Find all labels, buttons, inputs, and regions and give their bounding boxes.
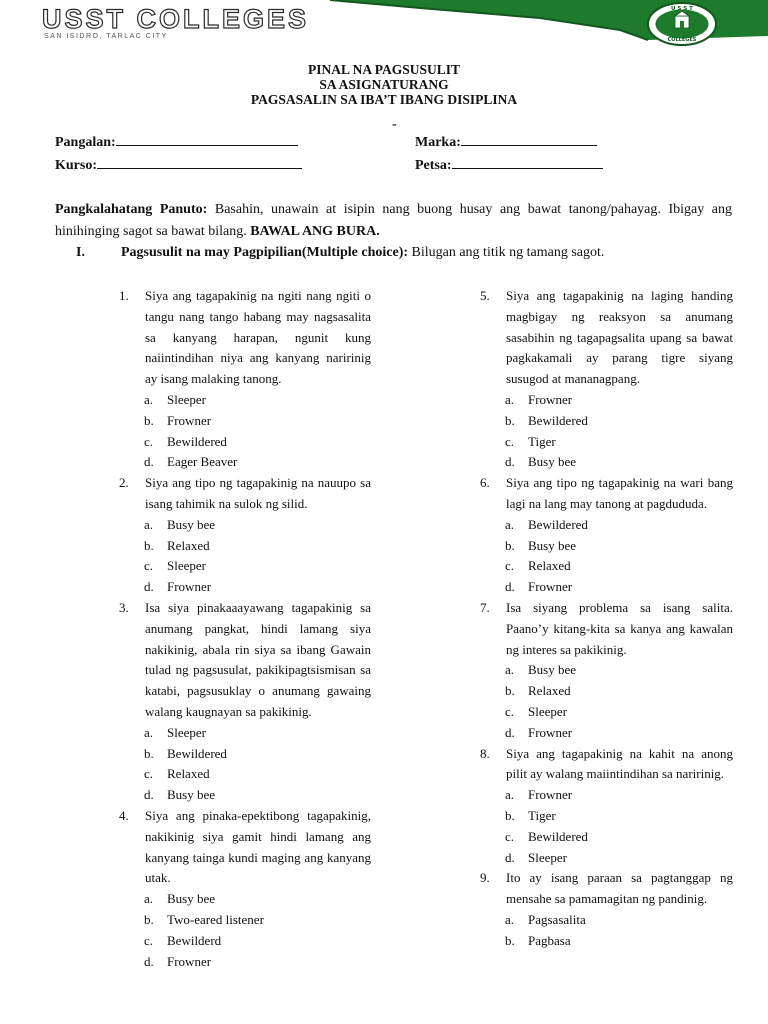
choice-letter: b.: [144, 745, 154, 761]
answer-choice[interactable]: [119, 952, 371, 973]
question-item: [480, 868, 733, 910]
answer-choice[interactable]: [480, 806, 733, 827]
choice-letter: c.: [505, 558, 515, 574]
petsa-blank[interactable]: [452, 154, 603, 169]
question-item: [480, 598, 733, 660]
answer-choice[interactable]: [119, 452, 371, 473]
choice-letter: c.: [505, 433, 515, 449]
question-number: 1.: [119, 288, 129, 303]
question-number: 8.: [480, 745, 490, 761]
section-instruction: Bilugan ang titik ng tamang sagot.: [408, 245, 605, 260]
question-item: [119, 286, 371, 390]
choice-text: Busy bee: [167, 787, 216, 803]
title-line-2: SA ASIGNATURANG: [319, 77, 449, 92]
choice-text: Sleeper: [167, 391, 206, 407]
answer-choice[interactable]: [480, 411, 733, 432]
choice-letter: b.: [144, 537, 154, 553]
choice-letter: b.: [505, 932, 515, 948]
choice-text: Pagsasalita: [528, 911, 586, 927]
stray-dash: -: [392, 117, 397, 132]
answer-choice[interactable]: [480, 702, 733, 723]
choice-text: Two-eared listener: [167, 911, 264, 927]
question-text: Isa siyang problema sa isang salita. Paano’y kitang-kita sa kanya ang kawalan ng interes sa pakikinig.: [506, 599, 733, 657]
answer-choice[interactable]: [480, 452, 733, 473]
general-instructions: [55, 199, 732, 243]
choice-text: Frowner: [528, 579, 573, 595]
choice-letter: d.: [144, 579, 154, 595]
answer-choice[interactable]: [480, 577, 733, 598]
question-text: Siya ang tipo ng tagapakinig na wari bang lagi na lang may tanong at pagdududa.: [506, 475, 733, 511]
question-number: 9.: [480, 870, 490, 886]
question-text: Isa siya pinakaaayawang tagapakinig sa anumang pangkat, hindi lamang siya nakikinig, abala rin siya sa ibang Gawain tulad ng pagsusulat, pakikipagtsismisan sa katabi, pagsusuklay o anumang gawaing walang kaugnayan sa pakikinig.: [145, 599, 371, 719]
choice-letter: b.: [505, 807, 515, 823]
question-text: Siya ang tagapakinig na kahit na anong pilit ay walang maiintindihan sa naririnig.: [506, 745, 733, 782]
choice-text: Frowner: [167, 579, 212, 595]
answer-choice[interactable]: [480, 785, 733, 806]
answer-choice[interactable]: [119, 536, 371, 557]
choice-letter: c.: [144, 433, 154, 449]
question-number: 3.: [119, 599, 129, 615]
choice-letter: c.: [144, 766, 154, 782]
choice-letter: d.: [505, 579, 515, 595]
choice-text: Bewildered: [528, 412, 588, 428]
pangalan-label: Pangalan:: [55, 135, 116, 150]
choice-letter: a.: [144, 891, 154, 907]
petsa-label: Petsa:: [415, 158, 452, 173]
question-number: 6.: [480, 475, 490, 491]
answer-choice[interactable]: [119, 577, 371, 598]
choice-letter: a.: [144, 391, 154, 407]
title-line-1: PINAL NA PAGSUSULIT: [307, 62, 461, 77]
pangalan-field: [55, 131, 298, 151]
right-question-column: [480, 286, 733, 952]
marka-field: [415, 131, 597, 151]
choice-letter: b.: [505, 537, 515, 553]
choice-letter: a.: [505, 516, 515, 532]
choice-letter: d.: [505, 454, 515, 470]
choice-letter: b.: [144, 911, 154, 927]
answer-choice[interactable]: [480, 536, 733, 557]
question-number: 4.: [119, 807, 129, 823]
question-number: 2.: [119, 475, 129, 491]
question-item: [480, 473, 733, 515]
choice-text: Busy bee: [167, 516, 216, 532]
choice-text: Tiger: [528, 807, 556, 823]
choice-text: Bewilderd: [167, 932, 222, 948]
svg-text:U S S T: U S S T: [671, 6, 693, 12]
section-number: I.: [76, 245, 85, 260]
choice-text: Sleeper: [528, 703, 567, 719]
panuto-warning: BAWAL ANG BURA.: [250, 224, 380, 239]
choice-letter: d.: [144, 454, 154, 470]
college-seal-logo: [646, 2, 718, 46]
choice-text: Bewildered: [528, 828, 588, 844]
choice-letter: a.: [505, 391, 515, 407]
school-address: SAN ISIDRO, TARLAC CITY: [44, 33, 168, 40]
choice-text: Bewildered: [528, 516, 588, 532]
question-item: [119, 806, 371, 889]
choice-letter: b.: [144, 412, 154, 428]
choice-text: Frowner: [528, 724, 573, 740]
choice-letter: a.: [505, 911, 515, 927]
section-label: Pagsusulit na may Pagpipilian(Multiple choice):: [121, 245, 409, 260]
question-text: Siya ang pinaka-epektibong tagapakinig, nakikinig siya gamit hindi lamang ang kanyang tainga kundi maging ang kanyang utak.: [145, 807, 371, 886]
question-text: Ito ay isang paraan sa pagtanggap ng mensahe sa pamamagitan ng pandinig.: [506, 870, 733, 907]
question-number: 7.: [480, 599, 490, 615]
pangalan-blank[interactable]: [116, 131, 298, 146]
choice-text: Busy bee: [528, 662, 577, 678]
panuto-text: Basahin, unawain at isipin nang buong husay ang bawat tanong/pahayag. Ibigay ang hinihinging sagot sa bawat bilang.: [55, 202, 733, 239]
choice-text: Relaxed: [528, 558, 571, 574]
choice-letter: c.: [144, 558, 154, 574]
choice-text: Frowner: [528, 391, 573, 407]
choice-letter: a.: [144, 516, 154, 532]
answer-choice[interactable]: [119, 723, 371, 744]
choice-text: Sleeper: [528, 849, 567, 865]
choice-text: Tiger: [528, 433, 556, 449]
choice-letter: b.: [505, 412, 515, 428]
choice-letter: d.: [144, 787, 154, 803]
choice-letter: a.: [144, 724, 154, 740]
question-text: Siya ang tipo ng tagapakinig na nauupo sa isang tahimik na sulok ng silid.: [145, 475, 371, 511]
answer-choice[interactable]: [119, 931, 371, 952]
question-item: [480, 744, 733, 786]
kurso-label: Kurso:: [55, 158, 97, 173]
answer-choice[interactable]: [119, 764, 371, 785]
choice-text: Bewildered: [167, 433, 227, 449]
choice-letter: c.: [144, 932, 154, 948]
choice-letter: c.: [505, 703, 515, 719]
marka-blank[interactable]: [461, 131, 597, 146]
left-question-column: [119, 286, 371, 972]
answer-choice[interactable]: [480, 723, 733, 744]
kurso-blank[interactable]: [97, 154, 302, 169]
choice-text: Pagbasa: [528, 932, 571, 948]
choice-text: Frowner: [528, 787, 573, 803]
choice-letter: d.: [144, 953, 154, 969]
answer-choice[interactable]: [119, 515, 371, 536]
exam-title: [0, 62, 768, 107]
choice-text: Relaxed: [167, 766, 210, 782]
answer-choice[interactable]: [480, 432, 733, 453]
petsa-field: [415, 154, 603, 174]
choice-text: Relaxed: [528, 683, 571, 699]
answer-choice[interactable]: [119, 411, 371, 432]
choice-text: Busy bee: [528, 454, 577, 470]
answer-choice[interactable]: [480, 390, 733, 411]
question-item: [480, 286, 733, 390]
svg-text:COLLEGES: COLLEGES: [667, 37, 697, 43]
answer-choice[interactable]: [119, 910, 371, 931]
panuto-label: Pangkalahatang Panuto:: [55, 202, 208, 217]
choice-text: Relaxed: [167, 537, 210, 553]
choice-text: Sleeper: [167, 558, 206, 574]
answer-choice[interactable]: [119, 744, 371, 765]
question-text: Siya ang tagapakinig na laging handing magbigay ng reaksyon sa anumang sasabihin ng tagapagsalita upang sa bawat pagkakamali ay parang tigre siyang susugod at mananagpang.: [506, 288, 733, 387]
answer-choice[interactable]: [480, 681, 733, 702]
answer-choice[interactable]: [480, 556, 733, 577]
answer-choice[interactable]: [119, 390, 371, 411]
choice-letter: d.: [505, 849, 515, 865]
answer-choice[interactable]: [480, 931, 733, 952]
choice-text: Busy bee: [528, 537, 577, 553]
choice-letter: d.: [505, 724, 515, 740]
choice-text: Frowner: [167, 953, 212, 969]
choice-text: Eager Beaver: [167, 454, 238, 470]
choice-text: Busy bee: [167, 891, 216, 907]
choice-letter: a.: [505, 662, 515, 678]
question-item: [119, 598, 371, 723]
choice-text: Bewildered: [167, 745, 227, 761]
title-line-3: PAGSASALIN SA IBA’T IBANG DISIPLINA: [250, 92, 518, 107]
question-item: [119, 473, 371, 515]
answer-choice[interactable]: [119, 556, 371, 577]
answer-choice[interactable]: [480, 848, 733, 869]
marka-label: Marka:: [415, 135, 461, 150]
answer-choice[interactable]: [480, 827, 733, 848]
answer-choice[interactable]: [119, 785, 371, 806]
choice-text: Sleeper: [167, 724, 206, 740]
question-text: Siya ang tagapakinig na ngiti nang ngiti o tangu nang tango habang may nagsasalita sa kanyang harapan, ngunit kung naiintindihan niya ang kanyang naririnig ay isang malaking tanong.: [145, 288, 371, 387]
question-number: 5.: [480, 288, 490, 303]
answer-choice[interactable]: [480, 660, 733, 681]
choice-letter: c.: [505, 828, 515, 844]
answer-choice[interactable]: [119, 432, 371, 453]
choice-letter: a.: [505, 787, 515, 803]
choice-letter: b.: [505, 683, 515, 699]
answer-choice[interactable]: [480, 515, 733, 536]
kurso-field: [55, 154, 302, 174]
answer-choice[interactable]: [480, 910, 733, 931]
answer-choice[interactable]: [119, 889, 371, 910]
section-heading: [76, 245, 604, 261]
choice-text: Frowner: [167, 412, 212, 428]
school-name: USST COLLEGES: [42, 4, 310, 34]
